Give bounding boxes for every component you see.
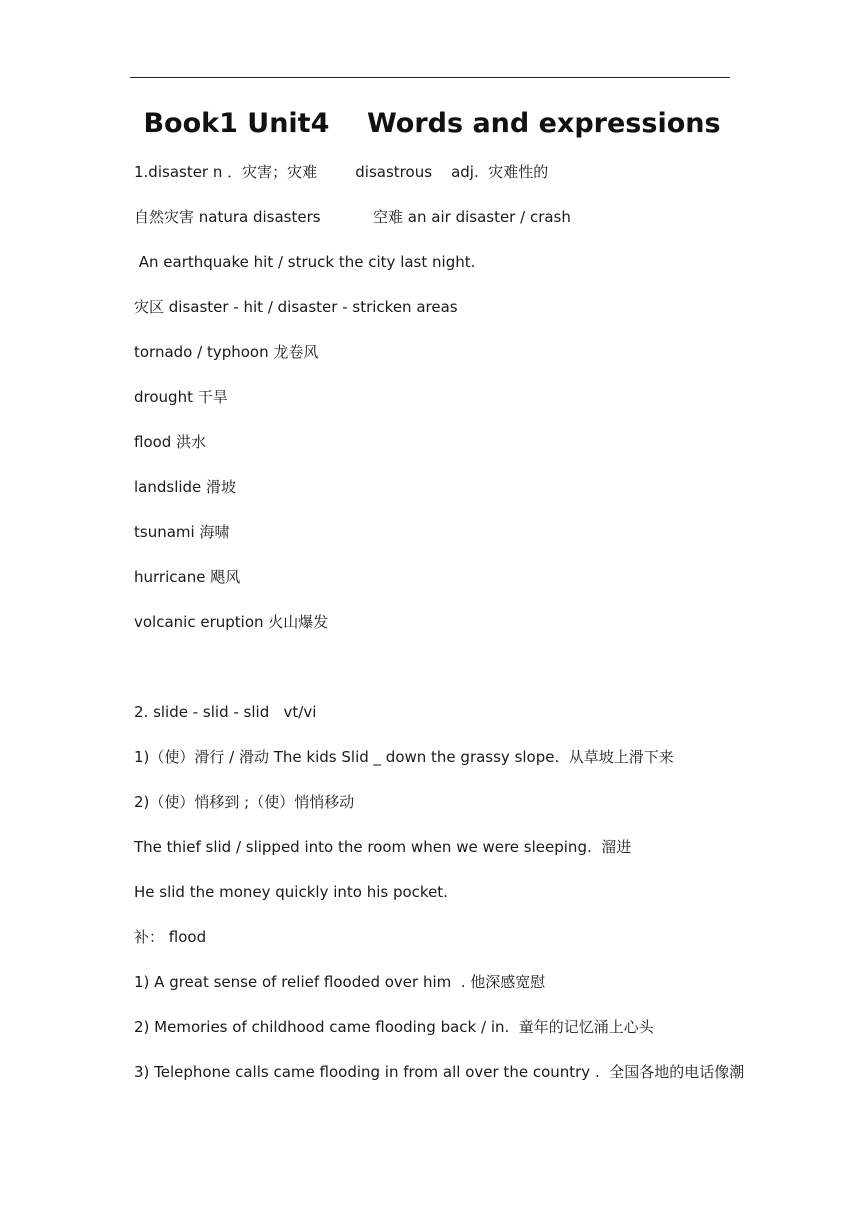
page-title: Book1 Unit4 Words and expressions xyxy=(143,108,721,139)
text-line: 自然灾害 natura disasters 空难 an air disaster / crash xyxy=(134,208,571,226)
text-line: 3) Telephone calls came flooding in from all over the country . 全国各地的电话像潮 xyxy=(134,1063,745,1081)
text-line: hurricane 飓风 xyxy=(134,568,241,586)
text-line: 2)（使）悄移到 ;（使）悄悄移动 xyxy=(134,793,355,811)
text-line: 2. slide - slid - slid vt/vi xyxy=(134,703,317,721)
text-line: 2) Memories of childhood came flooding back / in. 童年的记忆涌上心头 xyxy=(134,1018,654,1036)
text-line: landslide 滑坡 xyxy=(134,478,237,496)
text-line: flood 洪水 xyxy=(134,433,207,451)
text-line: 灾区 disaster - hit / disaster - stricken areas xyxy=(134,298,458,316)
text-line: tornado / typhoon 龙卷风 xyxy=(134,343,319,361)
text-line: An earthquake hit / struck the city last night. xyxy=(134,253,476,271)
text-line: drought 干旱 xyxy=(134,388,228,406)
text-line: The thief slid / slipped into the room when we were sleeping. 溜进 xyxy=(134,838,632,856)
text-line: 1)（使）滑行 / 滑动 The kids Slid _ down the grassy slope. 从草坡上滑下来 xyxy=(134,748,674,766)
text-line: 补： flood xyxy=(134,928,207,946)
text-line: He slid the money quickly into his pocket. xyxy=(134,883,448,901)
text-line: 1.disaster n ．灾害；灾难 disastrous adj. 灾难性的 xyxy=(134,163,549,181)
text-line: 1) A great sense of relief flooded over him . 他深感宽慰 xyxy=(134,973,546,991)
text-line: tsunami 海啸 xyxy=(134,523,230,541)
text-line: volcanic eruption 火山爆发 xyxy=(134,613,329,631)
header-rule xyxy=(130,77,730,78)
